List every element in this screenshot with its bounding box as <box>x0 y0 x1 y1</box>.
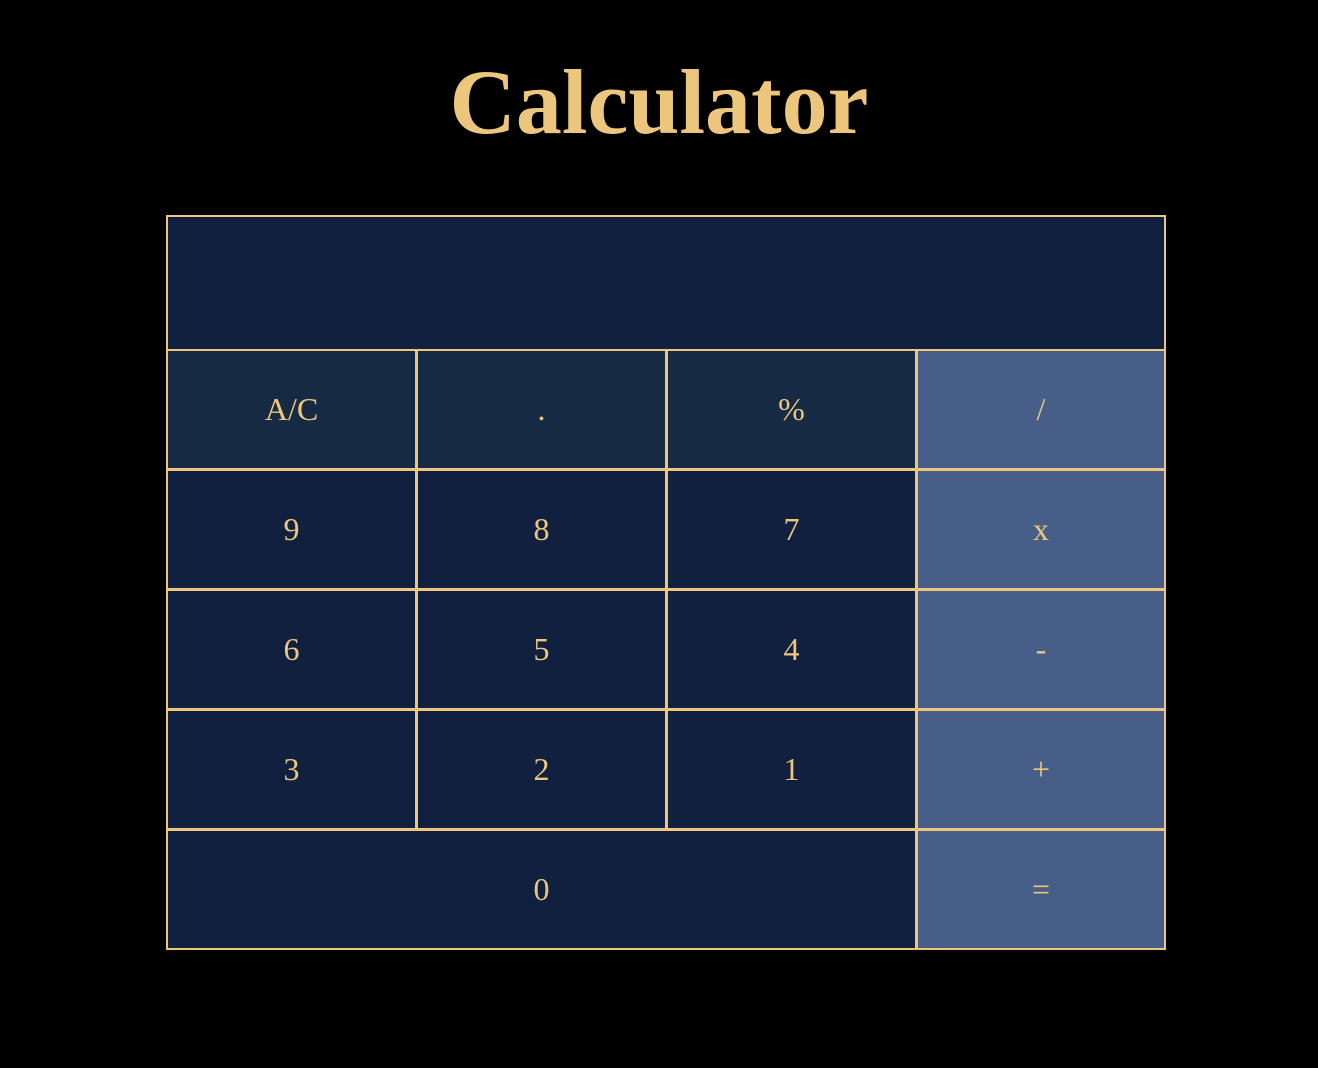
digit-8-button[interactable]: 8 <box>418 471 665 588</box>
digit-0-button[interactable]: 0 <box>168 831 915 948</box>
digit-7-button[interactable]: 7 <box>668 471 915 588</box>
digit-3-button[interactable]: 3 <box>168 711 415 828</box>
digit-9-button[interactable]: 9 <box>168 471 415 588</box>
calculator <box>166 215 1166 950</box>
subtract-button[interactable]: - <box>918 591 1164 708</box>
percent-button[interactable]: % <box>668 351 915 468</box>
calculator-display <box>168 217 1164 349</box>
equals-button[interactable]: = <box>918 831 1164 948</box>
page-title: Calculator <box>449 51 869 153</box>
multiply-button[interactable]: x <box>918 471 1164 588</box>
digit-1-button[interactable]: 1 <box>668 711 915 828</box>
clear-button[interactable]: A/C <box>168 351 415 468</box>
decimal-button[interactable]: . <box>418 351 665 468</box>
divide-button[interactable]: / <box>918 351 1164 468</box>
digit-5-button[interactable]: 5 <box>418 591 665 708</box>
digit-4-button[interactable]: 4 <box>668 591 915 708</box>
digit-2-button[interactable]: 2 <box>418 711 665 828</box>
digit-6-button[interactable]: 6 <box>168 591 415 708</box>
add-button[interactable]: + <box>918 711 1164 828</box>
